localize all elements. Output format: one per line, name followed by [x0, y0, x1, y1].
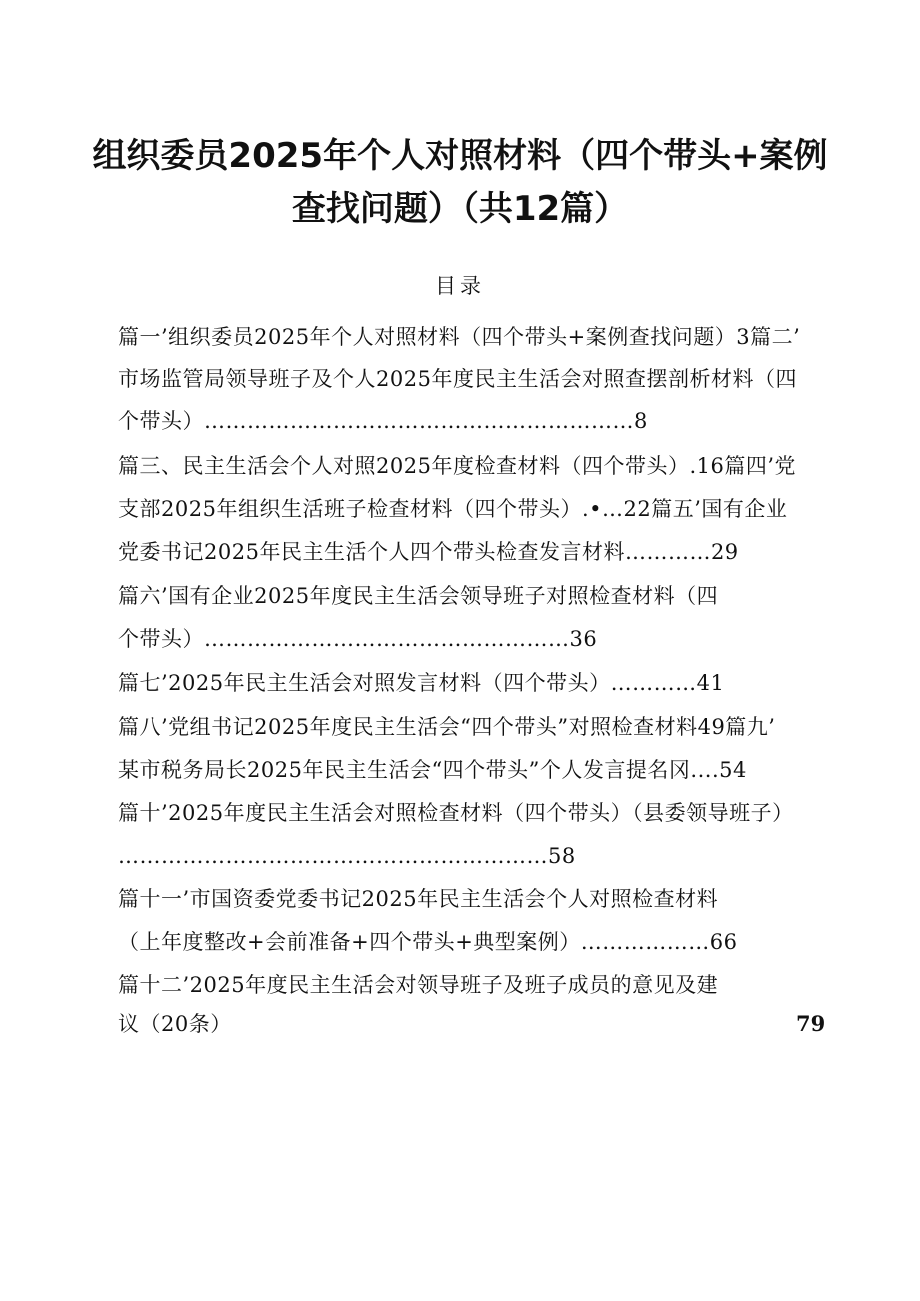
toc-line: 议（20条） — [118, 1012, 232, 1036]
toc-line: 篇八’党组书记2025年度民主生活会“四个带头”对照检查材料49篇九’ — [118, 715, 776, 739]
toc-line: 某市税务局长2025年民主生活会“四个带头”个人发言提名冈....54 — [118, 758, 747, 782]
toc-line: ……………………………………………………58 — [118, 844, 576, 868]
toc-line: 篇六’国有企业2025年度民主生活会领导班子对照检查材料（四 — [118, 584, 719, 608]
toc-line: 个带头）……………………………………………36 — [118, 627, 598, 651]
toc-line: 支部2025年组织生活班子检查材料（四个带头）.•…22篇五’国有企业 — [118, 497, 788, 521]
toc-line: 党委书记2025年民主生活个人四个带头检查发言材料…………29 — [118, 540, 739, 564]
toc-line: （上年度整改+会前准备+四个带头+典型案例）………………66 — [118, 930, 738, 954]
toc-line: 篇七’2025年民主生活会对照发言材料（四个带头）…………41 — [118, 671, 725, 695]
document-title-line-2: 查找问题）（共12篇） — [291, 189, 629, 229]
toc-line: 篇十’2025年度民主生活会对照检查材料（四个带头）（县委领导班子） — [118, 801, 794, 825]
toc-line: 市场监管局领导班子及个人2025年度民主生活会对照查摆剖析材料（四 — [118, 367, 797, 391]
toc-line: 篇十一’市国资委党委书记2025年民主生活会个人对照检查材料 — [118, 887, 719, 911]
toc-heading: 目录 — [435, 274, 485, 298]
toc-page-number: 79 — [796, 1011, 826, 1036]
toc-line: 篇十二’2025年度民主生活会对领导班子及班子成员的意见及建 — [118, 973, 719, 997]
toc-line: 篇一’组织委员2025年个人对照材料（四个带头+案例查找问题）3篇二’ — [118, 325, 801, 349]
toc-line: 个带头）……………………………………………………8 — [118, 409, 648, 433]
toc-line: 篇三、民主生活会个人对照2025年度检查材料（四个带头）.16篇四’党 — [118, 454, 797, 478]
document-title-line-1: 组织委员2025年个人对照材料（四个带头+案例 — [92, 136, 828, 176]
